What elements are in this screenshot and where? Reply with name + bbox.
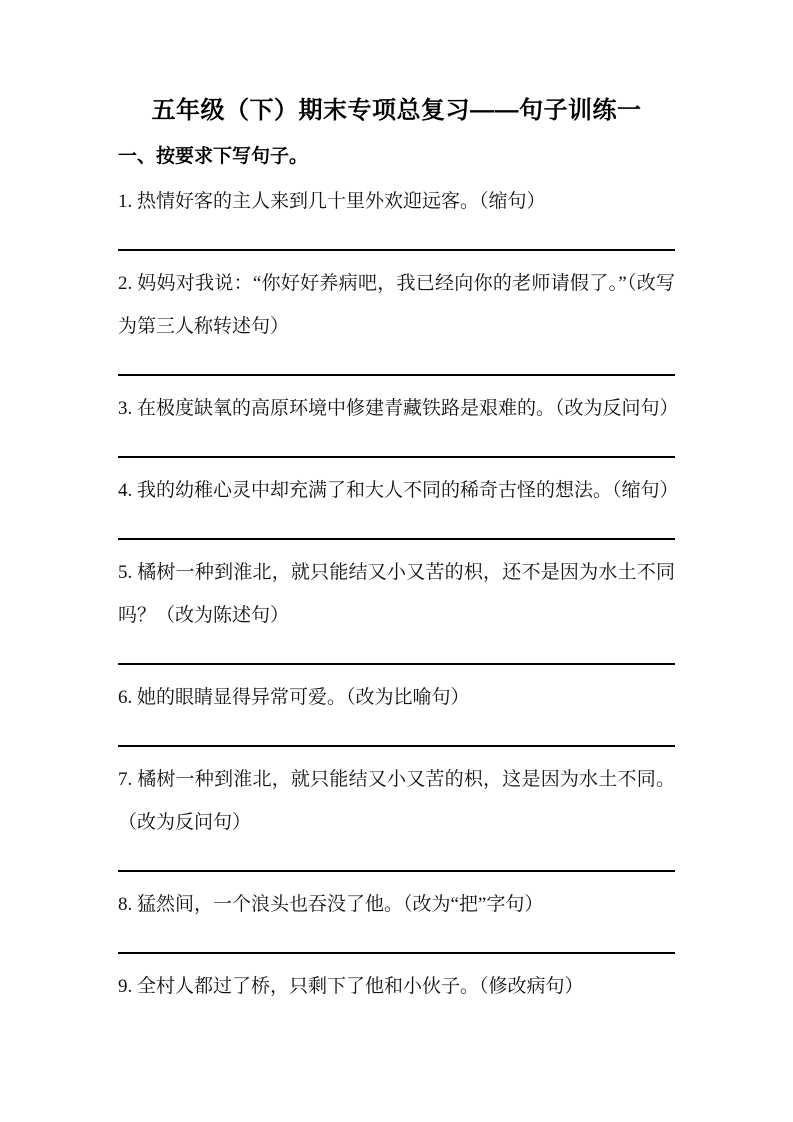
question-item-9: 9. 全村人都过了桥，只剩下了他和小伙子。（修改病句）	[118, 976, 584, 997]
question-item-7: 7. 橘树一种到淮北，就只能结又小又苦的枳，这是因为水土不同。（改为反问句）	[118, 769, 675, 833]
question-item-3: 3. 在极度缺氧的高原环境中修建青藏铁路是艰难的。（改为反问句）	[118, 398, 679, 419]
section-heading: 一、按要求下写句子。	[118, 146, 309, 167]
answer-line-8	[118, 952, 675, 954]
answer-line-3	[118, 456, 675, 458]
question-item-5: 5. 橘树一种到淮北，就只能结又小又苦的枳，还不是因为水土不同吗？（改为陈述句）	[118, 562, 675, 626]
document-title: 五年级（下）期末专项总复习——句子训练一	[151, 97, 642, 124]
question-item-2: 2. 妈妈对我说：“你好好养病吧，我已经向你的老师请假了。”（改写为第三人称转述句）	[118, 273, 675, 337]
question-item-8: 8. 猛然间，一个浪头也吞没了他。（改为“把”字句）	[118, 894, 544, 915]
answer-line-6	[118, 745, 675, 747]
answer-line-7	[118, 870, 675, 872]
question-item-6: 6. 她的眼睛显得异常可爱。（改为比喻句）	[118, 687, 470, 708]
answer-line-5	[118, 663, 675, 665]
answer-line-1	[118, 249, 675, 251]
question-item-1: 1. 热情好客的主人来到几十里外欢迎远客。（缩句）	[118, 191, 546, 212]
answer-line-4	[118, 538, 675, 540]
answer-line-2	[118, 374, 675, 376]
question-item-4: 4. 我的幼稚心灵中却充满了和大人不同的稀奇古怪的想法。（缩句）	[118, 480, 679, 501]
